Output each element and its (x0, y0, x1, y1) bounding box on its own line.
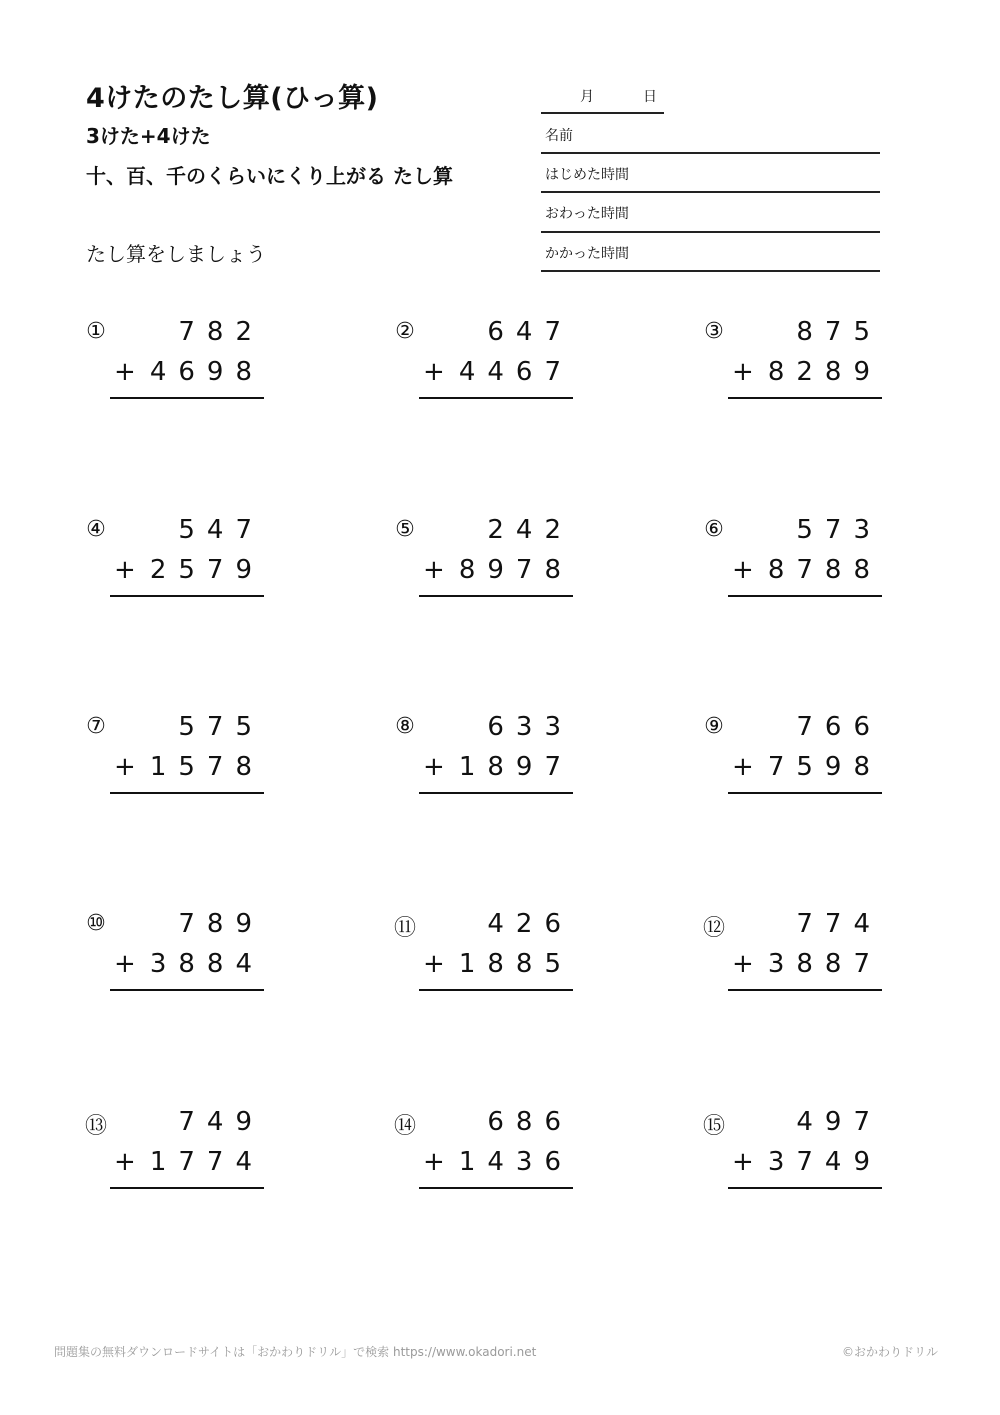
elapsed-time-line[interactable] (541, 270, 880, 272)
problem-bottom-operand: 4698 (149, 357, 264, 387)
date-line (541, 112, 664, 114)
answer-line[interactable] (728, 397, 882, 399)
problem-8 (391, 700, 591, 800)
page-title: 4けたのたし算(ひっ算) (86, 83, 379, 114)
month-label: 月 (580, 89, 594, 105)
end-time-line[interactable] (541, 231, 880, 233)
plus-operator: + (732, 1147, 754, 1177)
answer-line[interactable] (110, 792, 264, 794)
plus-operator: + (423, 555, 445, 585)
problem-1 (82, 305, 282, 405)
problem-4 (82, 503, 282, 603)
problem-number: ⑮ (702, 1114, 725, 1139)
answer-line[interactable] (110, 595, 264, 597)
problem-bottom-operand: 8788 (767, 555, 882, 585)
problem-bottom-operand: 3884 (149, 949, 264, 979)
footer-copyright: ©おかわりドリル (841, 1345, 938, 1359)
problem-top-operand: 789 (178, 909, 264, 939)
answer-line[interactable] (419, 397, 573, 399)
plus-operator: + (114, 1147, 136, 1177)
problem-top-operand: 647 (487, 317, 573, 347)
problem-top-operand: 686 (487, 1107, 573, 1137)
problem-top-operand: 575 (178, 712, 264, 742)
answer-line[interactable] (728, 792, 882, 794)
problem-bottom-operand: 8978 (458, 555, 573, 585)
problem-14 (391, 1095, 591, 1195)
problem-number: ⑤ (395, 517, 415, 542)
problem-top-operand: 633 (487, 712, 573, 742)
plus-operator: + (732, 555, 754, 585)
problem-9 (700, 700, 900, 800)
problem-bottom-operand: 2579 (149, 555, 264, 585)
problem-top-operand: 766 (796, 712, 882, 742)
day-label: 日 (643, 89, 657, 105)
answer-line[interactable] (728, 989, 882, 991)
plus-operator: + (732, 357, 754, 387)
plus-operator: + (423, 1147, 445, 1177)
problem-number: ② (395, 319, 415, 344)
problem-2 (391, 305, 591, 405)
problem-top-operand: 749 (178, 1107, 264, 1137)
answer-line[interactable] (419, 595, 573, 597)
answer-line[interactable] (110, 397, 264, 399)
problem-number: ⑥ (704, 517, 724, 542)
problem-bottom-operand: 1774 (149, 1147, 264, 1177)
problem-number: ⑫ (702, 916, 725, 941)
problem-top-operand: 774 (796, 909, 882, 939)
problem-bottom-operand: 4467 (458, 357, 573, 387)
problem-number: ⑭ (393, 1114, 416, 1139)
problem-bottom-operand: 1897 (458, 752, 573, 782)
name-line[interactable] (541, 152, 880, 154)
problem-6 (700, 503, 900, 603)
problem-7 (82, 700, 282, 800)
problem-number: ⑩ (86, 911, 106, 936)
problem-number: ⑦ (86, 714, 106, 739)
problem-top-operand: 426 (487, 909, 573, 939)
problem-5 (391, 503, 591, 603)
problem-top-operand: 573 (796, 515, 882, 545)
problem-number: ⑪ (393, 916, 416, 941)
plus-operator: + (732, 752, 754, 782)
problem-number: ④ (86, 517, 106, 542)
start-time-label: はじめた時間 (545, 167, 629, 183)
plus-operator: + (114, 555, 136, 585)
answer-line[interactable] (110, 989, 264, 991)
problem-bottom-operand: 3887 (767, 949, 882, 979)
problem-bottom-operand: 1436 (458, 1147, 573, 1177)
problem-top-operand: 782 (178, 317, 264, 347)
plus-operator: + (423, 949, 445, 979)
plus-operator: + (423, 357, 445, 387)
plus-operator: + (114, 949, 136, 979)
problem-bottom-operand: 1885 (458, 949, 573, 979)
answer-line[interactable] (110, 1187, 264, 1189)
answer-line[interactable] (419, 792, 573, 794)
plus-operator: + (423, 752, 445, 782)
plus-operator: + (114, 357, 136, 387)
problem-number: ① (86, 319, 106, 344)
problem-15 (700, 1095, 900, 1195)
problem-12 (700, 897, 900, 997)
problem-top-operand: 547 (178, 515, 264, 545)
problem-10 (82, 897, 282, 997)
problem-top-operand: 875 (796, 317, 882, 347)
start-time-line[interactable] (541, 191, 880, 193)
problem-number: ⑧ (395, 714, 415, 739)
plus-operator: + (732, 949, 754, 979)
problem-3 (700, 305, 900, 405)
name-label: 名前 (545, 128, 573, 144)
footer-text: 問題集の無料ダウンロードサイトは「おかわりドリル」で検索 https://www.okadori.net (54, 1345, 537, 1359)
answer-line[interactable] (728, 1187, 882, 1189)
elapsed-time-label: かかった時間 (545, 246, 629, 262)
problem-number: ⑨ (704, 714, 724, 739)
problem-bottom-operand: 3749 (767, 1147, 882, 1177)
answer-line[interactable] (728, 595, 882, 597)
problem-bottom-operand: 1578 (149, 752, 264, 782)
page-subtitle: 3けた+4けた (86, 124, 211, 148)
answer-line[interactable] (419, 1187, 573, 1189)
answer-line[interactable] (419, 989, 573, 991)
end-time-label: おわった時間 (545, 206, 629, 222)
problem-bottom-operand: 8289 (767, 357, 882, 387)
problem-top-operand: 497 (796, 1107, 882, 1137)
problem-13 (82, 1095, 282, 1195)
problem-number: ③ (704, 319, 724, 344)
problem-bottom-operand: 7598 (767, 752, 882, 782)
plus-operator: + (114, 752, 136, 782)
problem-11 (391, 897, 591, 997)
instruction-text: たし算をしましょう (86, 242, 266, 266)
problem-number: ⑬ (84, 1114, 107, 1139)
problem-top-operand: 242 (487, 515, 573, 545)
page-subtitle-description: 十、百、千のくらいにくり上がる たし算 (86, 164, 453, 188)
